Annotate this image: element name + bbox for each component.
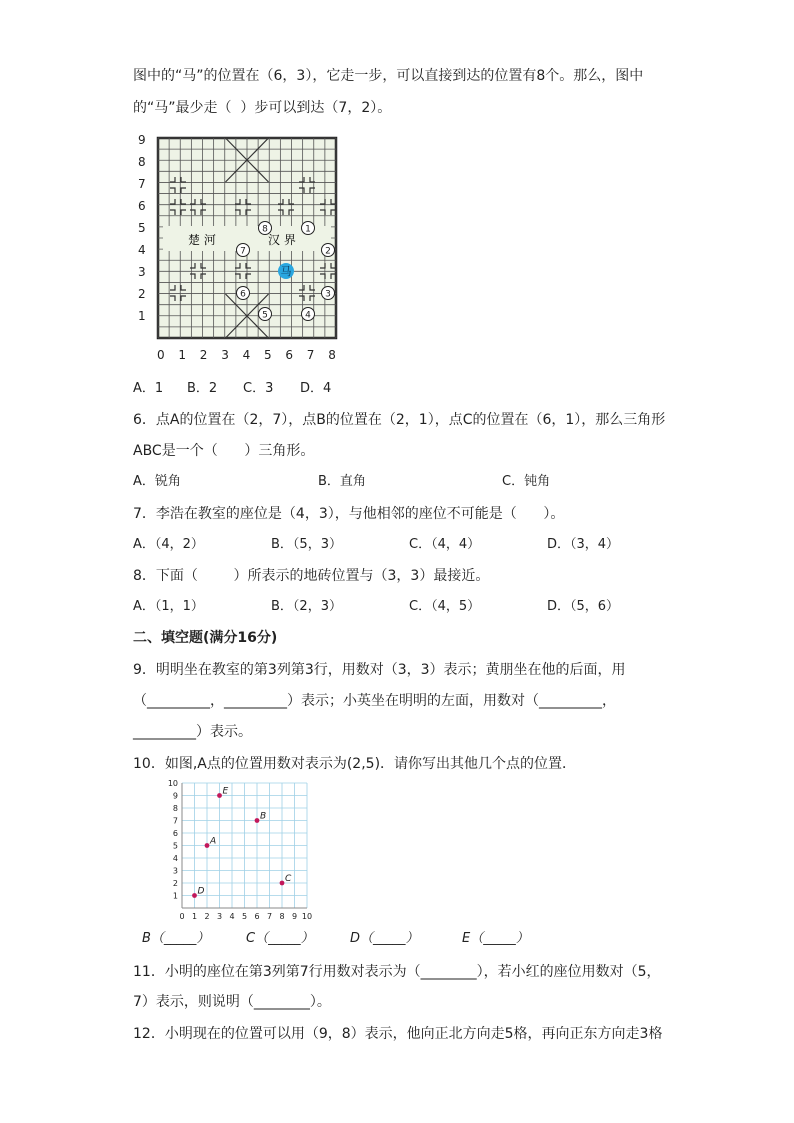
cg-x-tick: 0 <box>179 912 185 921</box>
board-y-label: 1 <box>138 309 146 323</box>
cg-y-tick: 5 <box>172 841 178 851</box>
cg-x-tick: 4 <box>229 912 235 921</box>
move-circle-label: 3 <box>325 289 331 300</box>
point-label-e: E <box>222 786 229 797</box>
board-x-label: 3 <box>221 348 229 362</box>
q6-line-1: 6．点A的位置在（2，7），点B的位置在（2，1），点C的位置在（6，1），那么三角形 <box>133 412 666 428</box>
q5-line-1: 图中的“马”的位置在（6，3），它走一步，可以直接到达的位置有8个。那么，图中 <box>133 68 644 84</box>
q5-option-a[interactable]: A．1 <box>133 381 164 396</box>
q7-text: 7．李浩在教室的座位是（4，3），与他相邻的座位不可能是（ ）。 <box>133 506 565 522</box>
cg-y-tick: 1 <box>172 891 178 901</box>
point-c <box>280 881 285 886</box>
coordinate-grid <box>160 778 330 926</box>
board-y-label: 4 <box>138 243 146 257</box>
board-x-label: 6 <box>285 348 294 362</box>
point-label-a: A <box>210 836 217 847</box>
board-x-label: 0 <box>157 348 165 362</box>
move-circle-label: 4 <box>305 310 311 321</box>
river-left-text: 楚 河 <box>188 233 216 247</box>
cg-x-tick: 10 <box>301 912 313 921</box>
move-circle-label: 7 <box>240 246 246 257</box>
point-label-b: B <box>260 811 267 822</box>
q11-line-2: 7）表示，则说明（________）。 <box>133 994 331 1010</box>
move-circle-label: 6 <box>240 289 246 300</box>
q7-option-d[interactable]: D．（3，4） <box>547 537 620 552</box>
q5-option-b[interactable]: B．2 <box>187 381 218 396</box>
cg-x-tick: 3 <box>216 912 223 921</box>
board-x-label: 2 <box>199 348 208 362</box>
q10-text: 10．如图,A点的位置用数对表示为(2,5)．请你写出其他几个点的位置． <box>133 756 577 772</box>
point-a <box>205 843 210 848</box>
board-y-label: 7 <box>138 177 146 191</box>
board-y-label: 2 <box>138 287 146 301</box>
q12-line-1: 12．小明现在的位置可以用（9，8）表示，他向正北方向走5格，再向正东方向走3格 <box>133 1026 663 1042</box>
board-y-label: 3 <box>138 265 146 279</box>
q10-answer-b[interactable]: B（_____） <box>142 931 210 946</box>
board-y-label: 5 <box>138 221 146 235</box>
point-d <box>192 893 197 898</box>
cg-y-tick: 8 <box>172 804 178 813</box>
q7-option-a[interactable]: A．（4，2） <box>133 537 204 552</box>
q6-line-2: ABC是一个（ ）三角形。 <box>133 443 315 459</box>
board-x-label: 5 <box>264 348 272 362</box>
board-x-label: 8 <box>328 348 336 362</box>
cg-x-tick: 2 <box>204 912 210 921</box>
cg-x-tick: 9 <box>291 912 298 921</box>
q9-line-1: 9．明明坐在教室的第3列第3行，用数对（3，3）表示；黄朋坐在他的后面，用 <box>133 662 626 678</box>
cg-y-tick: 7 <box>172 816 178 826</box>
cg-x-tick: 7 <box>266 912 273 921</box>
point-e <box>217 793 222 798</box>
move-circle-label: 2 <box>325 246 331 257</box>
cg-y-tick: 9 <box>172 791 178 801</box>
q8-option-a[interactable]: A．（1，1） <box>133 599 204 614</box>
point-label-d: D <box>197 886 205 897</box>
cg-x-tick: 6 <box>254 912 260 921</box>
move-circle-label: 1 <box>305 224 311 235</box>
q8-option-b[interactable]: B．（2，3） <box>271 599 342 614</box>
q7-option-b[interactable]: B．（5，3） <box>271 537 342 552</box>
cg-x-tick: 8 <box>279 912 285 921</box>
q5-option-c[interactable]: C．3 <box>243 381 274 396</box>
q9-line-2: （_________，_________）表示；小英坐在明明的左面，用数对（_________， <box>133 693 616 709</box>
q10-answer-d[interactable]: D（_____） <box>350 931 419 946</box>
move-circle-label: 8 <box>262 224 268 235</box>
q8-text: 8．下面（ ）所表示的地砖位置与（3，3）最接近。 <box>133 568 490 584</box>
board-y-label: 8 <box>138 155 146 169</box>
board-x-label: 4 <box>242 348 251 362</box>
board-x-label: 1 <box>178 348 187 362</box>
cg-x-tick: 1 <box>191 912 198 921</box>
cg-y-tick: 10 <box>167 779 178 788</box>
cg-y-tick: 2 <box>172 879 178 888</box>
q11-line-1: 11．小明的座位在第3列第7行用数对表示为（________），若小红的座位用数对（5， <box>133 964 661 980</box>
q7-option-c[interactable]: C．（4，4） <box>409 537 481 552</box>
section-2-heading: 二、填空题(满分16分) <box>133 630 278 646</box>
xiangqi-board <box>128 130 348 364</box>
horse-label: 马 <box>280 265 292 278</box>
q5-line-2: 的“马”最少走（ ）步可以到达（7，2）。 <box>133 100 392 116</box>
board-x-label: 7 <box>306 348 315 362</box>
q5-option-d[interactable]: D．4 <box>300 381 332 396</box>
cg-y-tick: 3 <box>172 866 178 876</box>
q10-answer-e[interactable]: E（_____） <box>462 931 529 946</box>
cg-y-tick: 6 <box>172 829 178 838</box>
q6-option-c[interactable]: C．钝角 <box>502 474 551 489</box>
q10-answer-c[interactable]: C（_____） <box>246 931 314 946</box>
cg-y-tick: 4 <box>172 854 178 863</box>
q6-option-b[interactable]: B．直角 <box>318 474 366 489</box>
cg-x-tick: 5 <box>241 912 248 921</box>
q8-option-d[interactable]: D．（5，6） <box>547 599 620 614</box>
river-right-text: 汉 界 <box>268 233 296 247</box>
board-y-label: 6 <box>138 199 146 213</box>
move-circle-label: 5 <box>262 310 268 321</box>
q6-option-a[interactable]: A．锐角 <box>133 474 181 489</box>
point-b <box>255 818 260 823</box>
point-label-c: C <box>285 874 292 884</box>
q8-option-c[interactable]: C．（4，5） <box>409 599 481 614</box>
board-y-label: 9 <box>138 133 146 147</box>
q9-line-3: _________）表示。 <box>133 724 252 740</box>
